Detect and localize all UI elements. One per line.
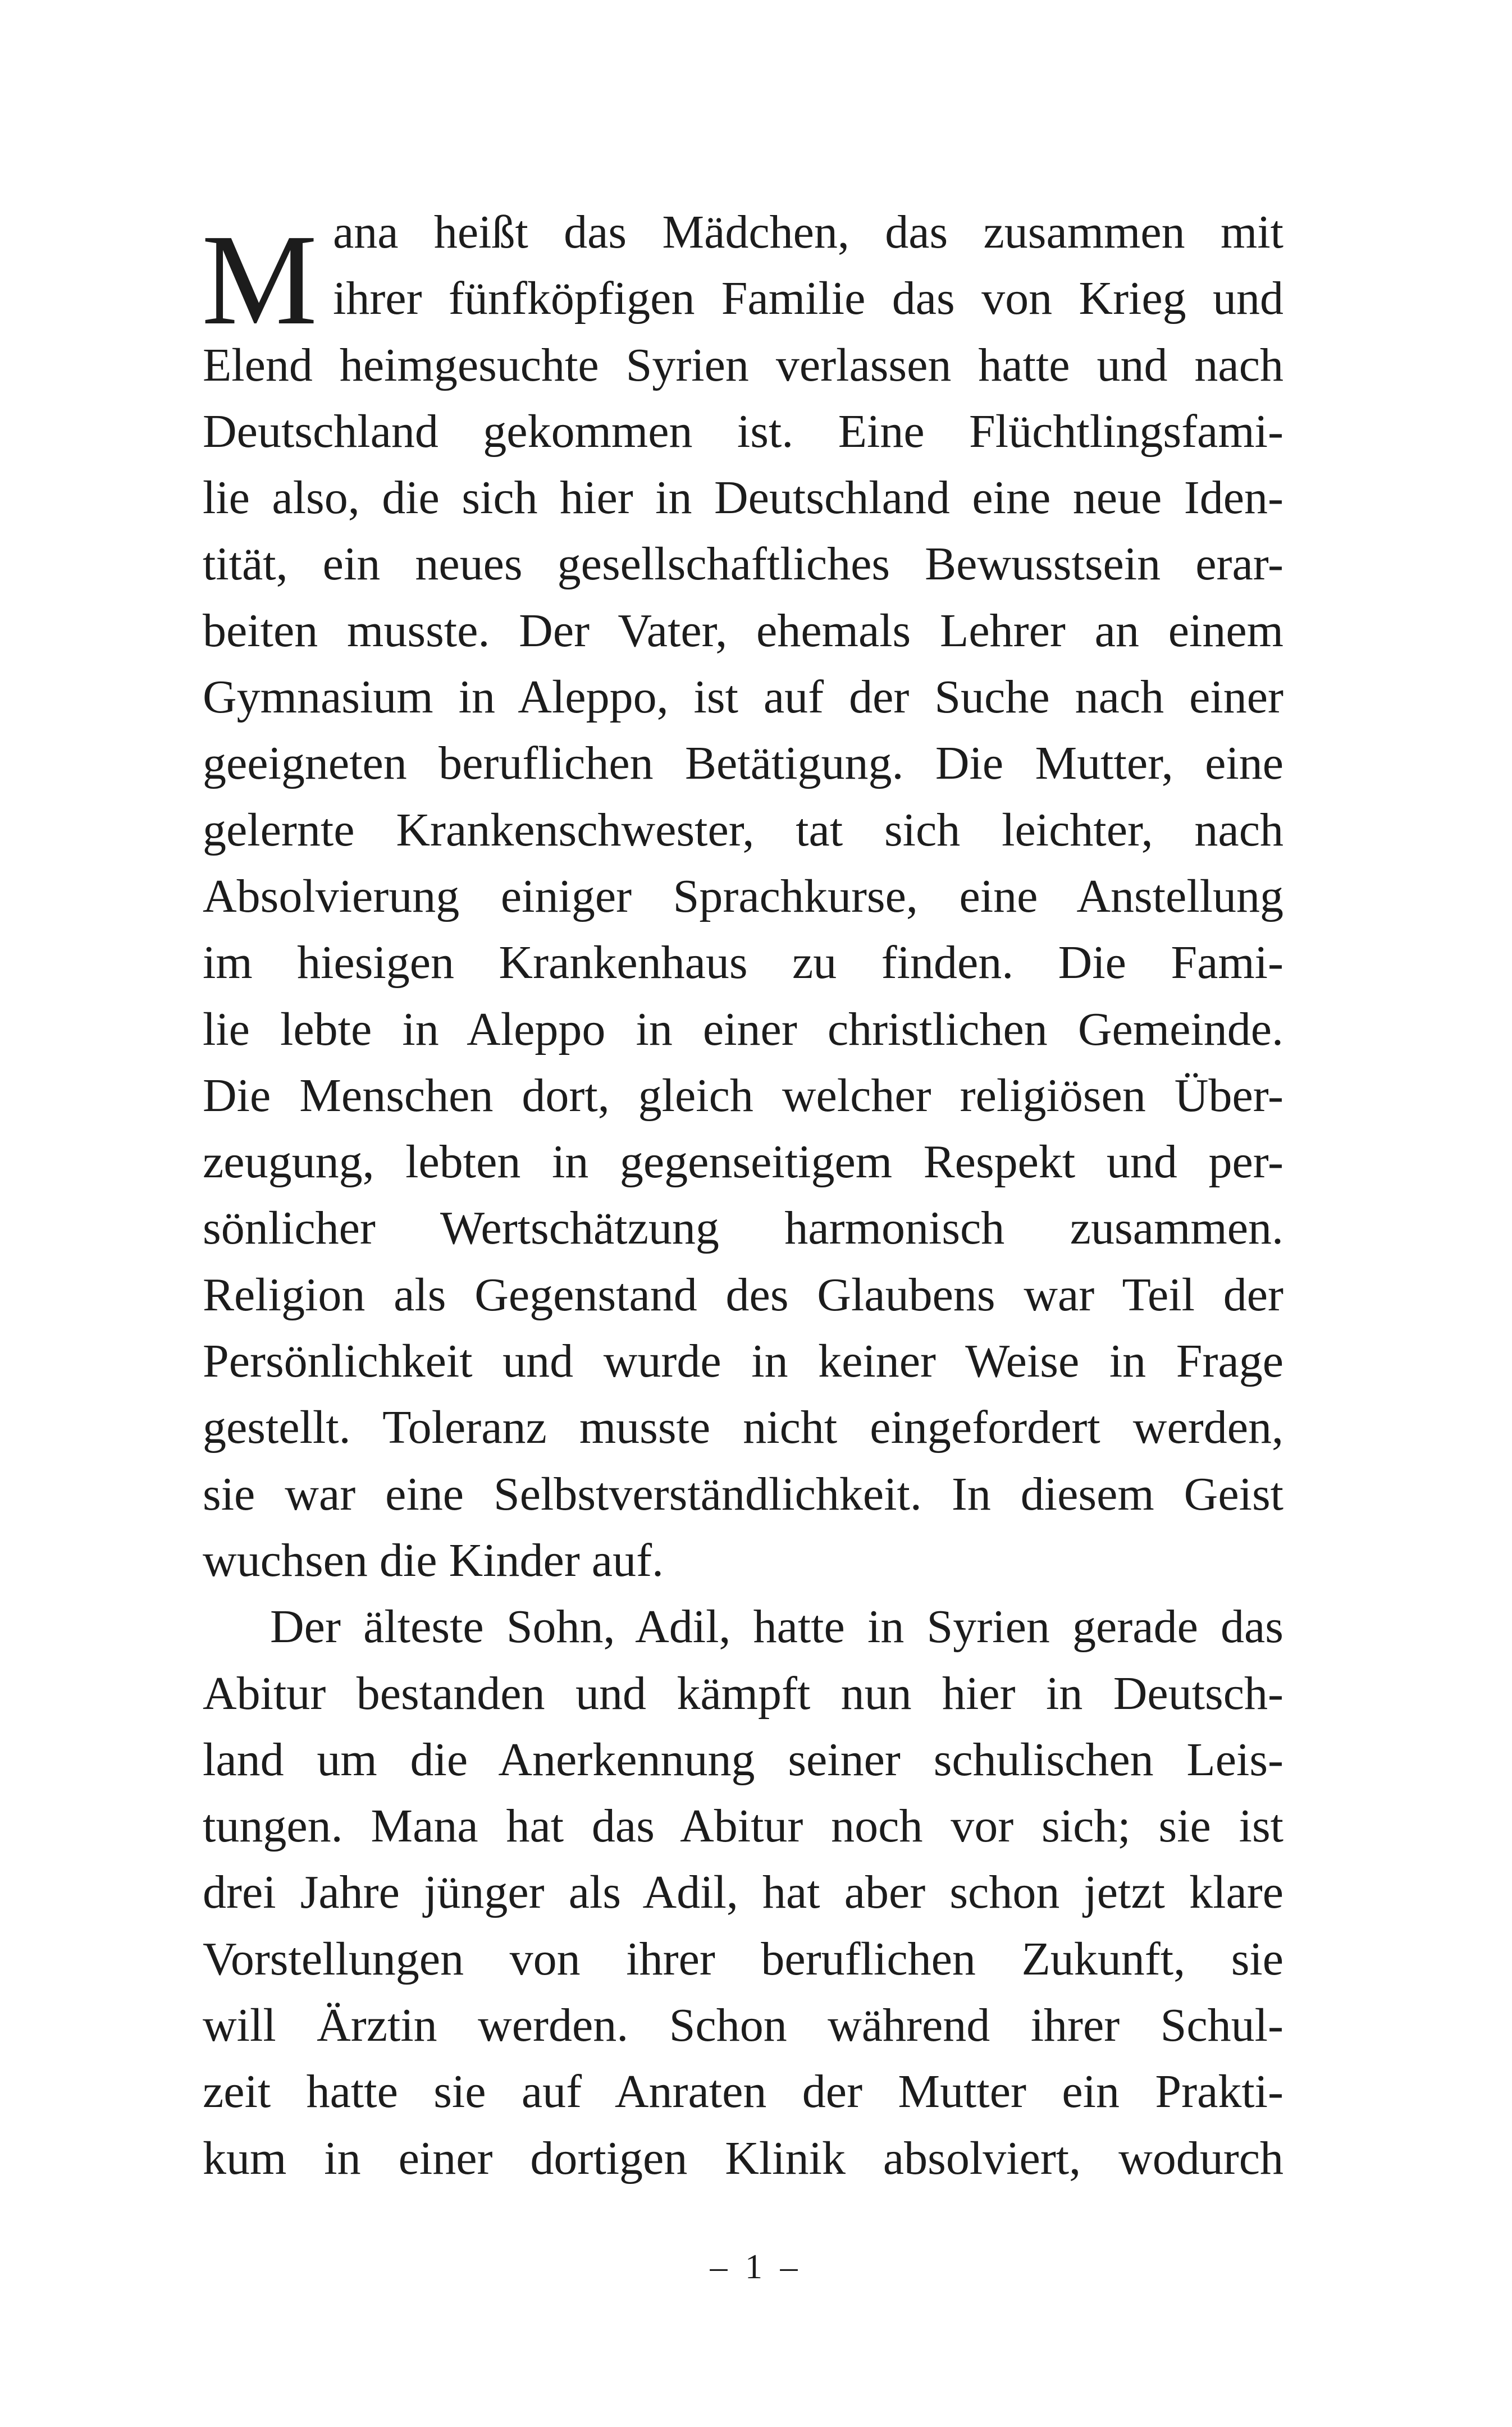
text-line: geeigneten beruflichen Betätigung. Die Mutter, eine (203, 737, 1283, 790)
text-line: Persönlichkeit und wurde in keiner Weise in Frage (203, 1335, 1283, 1388)
text-line: sie war eine Selbstverständlichkeit. In diesem Geist (203, 1468, 1283, 1520)
text-line: Gymnasium in Aleppo, ist auf der Suche nach einer (203, 671, 1283, 724)
text-line: Absolvierung einiger Sprachkurse, eine Anstellung (203, 870, 1283, 922)
paragraph-last-line: wuchsen die Kinder auf. (203, 1534, 664, 1587)
text-line: ana heißt das Mädchen, das zusammen mit (333, 206, 1283, 258)
text-line: tität, ein neues gesellschaftliches Bewusstsein erar- (203, 538, 1283, 591)
text-line: Die Menschen dort, gleich welcher religiösen Über- (203, 1069, 1283, 1122)
text-line: land um die Anerkennung seiner schulischen Leis- (203, 1733, 1283, 1786)
text-line: Religion als Gegenstand des Glaubens war Teil der (203, 1268, 1283, 1321)
text-line: tungen. Mana hat das Abitur noch vor sich; sie ist (203, 1800, 1283, 1853)
text-line: lie also, die sich hier in Deutschland eine neue Iden- (203, 472, 1283, 524)
text-line: kum in einer dortigen Klinik absolviert, wodurch (203, 2132, 1283, 2184)
paragraph-first-line: Der älteste Sohn, Adil, hatte in Syrien gerade das (270, 1601, 1283, 1653)
text-line: im hiesigen Krankenhaus zu finden. Die Fami- (203, 936, 1283, 989)
text-line: gestellt. Toleranz musste nicht eingefordert werden, (203, 1401, 1283, 1454)
text-line: zeit hatte sie auf Anraten der Mutter ein Prakti- (203, 2065, 1283, 2118)
text-line: gelernte Krankenschwester, tat sich leichter, nach (203, 803, 1283, 856)
text-line: Vorstellungen von ihrer beruflichen Zukunft, sie (203, 1932, 1283, 1985)
text-line: zeugung, lebten in gegenseitigem Respekt und per- (203, 1136, 1283, 1189)
text-line: lie lebte in Aleppo in einer christlichen Gemeinde. (203, 1003, 1283, 1055)
text-line: sönlicher Wertschätzung harmonisch zusammen. (203, 1202, 1283, 1255)
text-line: ihrer fünfköpfigen Familie das von Krieg und (333, 272, 1283, 325)
page-number: – 1 – (710, 2248, 802, 2286)
text-line: beiten musste. Der Vater, ehemals Lehrer an einem (203, 604, 1283, 657)
text-line: will Ärztin werden. Schon während ihrer Schul- (203, 1999, 1283, 2052)
text-line: Deutschland gekommen ist. Eine Flüchtlingsfami- (203, 405, 1283, 458)
body-text (203, 199, 1283, 2192)
text-line: Elend heimgesuchte Syrien verlassen hatte und nach (203, 339, 1283, 391)
text-line: drei Jahre jünger als Adil, hat aber schon jetzt klare (203, 1866, 1283, 1919)
drop-cap-letter: M (202, 208, 318, 352)
text-line: Abitur bestanden und kämpft nun hier in Deutsch- (203, 1667, 1283, 1720)
